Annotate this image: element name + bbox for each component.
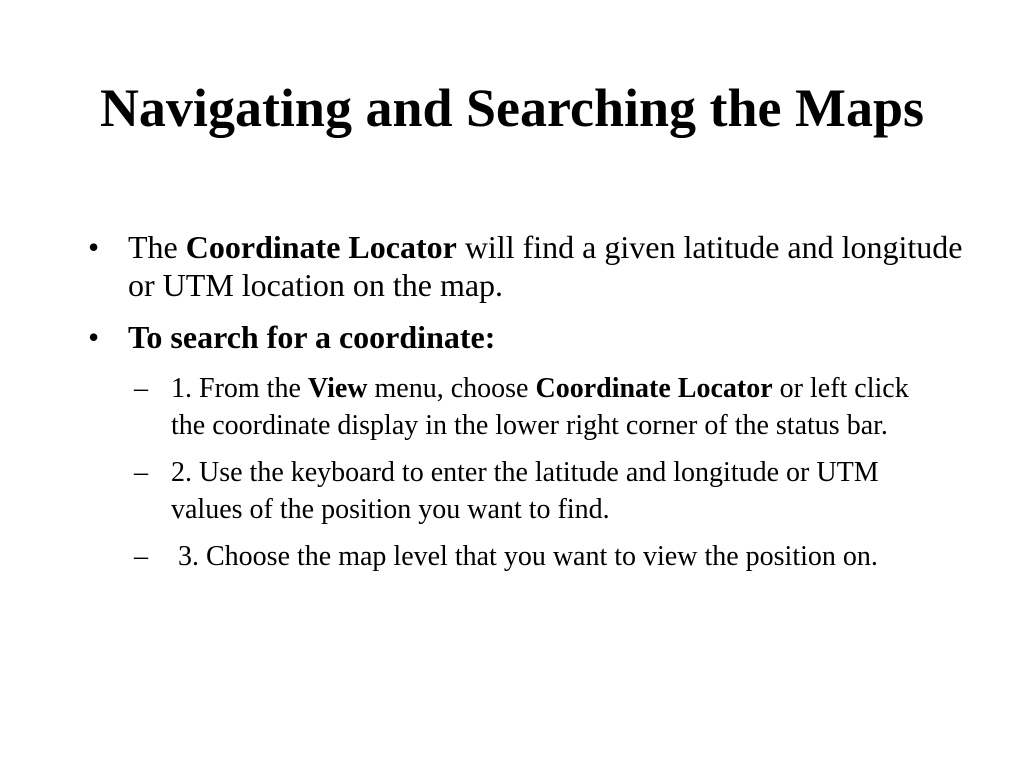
slide-body (82, 228, 982, 585)
step-text: 1. From the View menu, choose Coordinate Locator or left click the coordinate display in the lower right corner of the status bar. (171, 373, 909, 441)
bullet-marker: • (88, 229, 100, 265)
emphasis-coordinate-locator: Coordinate Locator (185, 229, 457, 265)
step-text: 3. Choose the map level that you want to view the position on. (171, 541, 878, 572)
step-item (82, 538, 916, 575)
bullet-text: The Coordinate Locator will find a given latitude and longitude or UTM location on the map. (128, 229, 963, 303)
bullet-item (82, 318, 982, 356)
step-item (82, 454, 916, 528)
slide-title: Navigating and Searching the Maps (99, 78, 925, 138)
step-marker: – (134, 373, 148, 404)
emphasis-view: View (307, 373, 368, 404)
bullet-text: To search for a coordinate: (128, 319, 496, 355)
step-marker: – (134, 541, 148, 572)
step-item (82, 370, 916, 444)
step-text: 2. Use the keyboard to enter the latitude and longitude or UTM values of the position you want to find. (171, 457, 879, 525)
bullet-marker: • (88, 319, 100, 355)
bullet-item (82, 228, 982, 304)
emphasis-coordinate-locator: Coordinate Locator (535, 373, 773, 404)
step-marker: – (134, 457, 148, 488)
